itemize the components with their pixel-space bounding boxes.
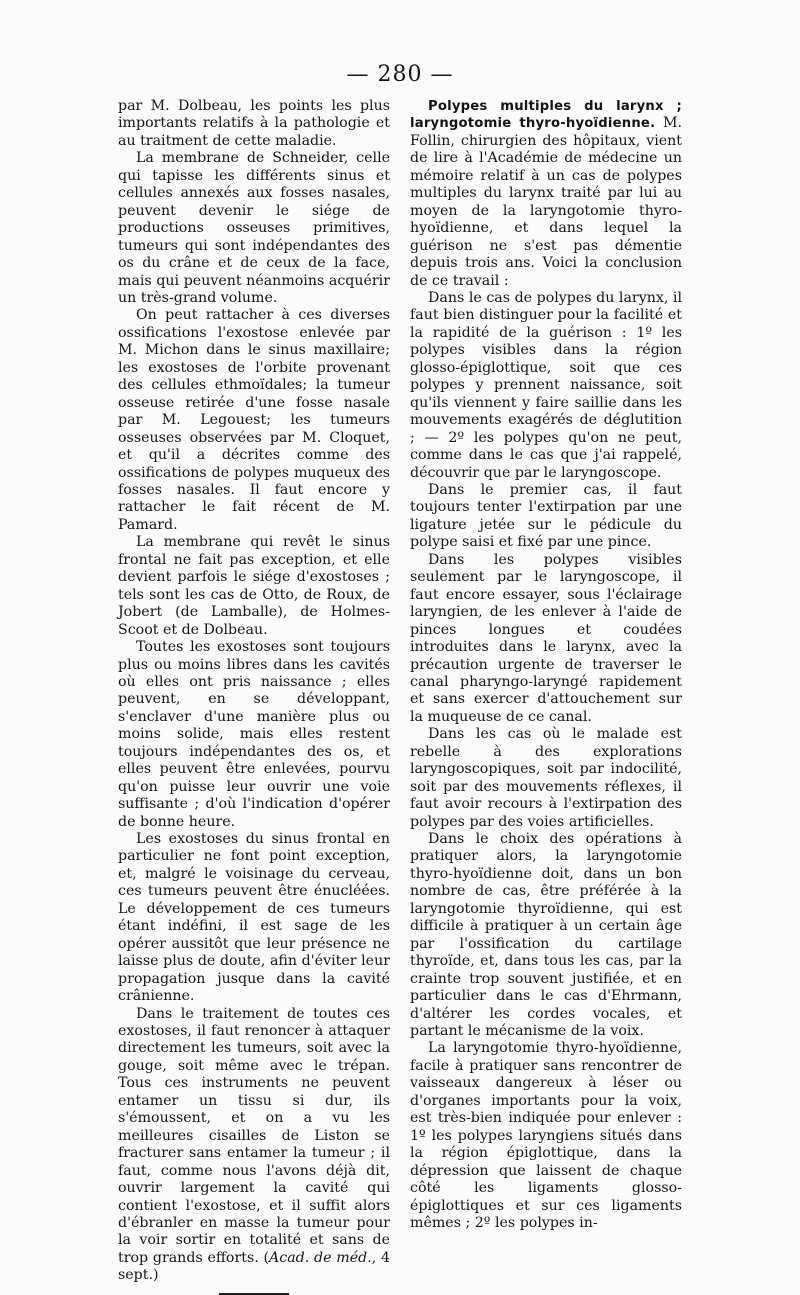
left-paragraph-7-text: Dans le traitement de toutes ces exostoses, il faut renoncer à attaquer directement les tumeurs, soit avec la gouge, soit même avec le trépan. Tous ces instruments ne peuvent entamer un tissu si dur, ils s'émoussent, et on a vu les meilleures cisailles de Liston se fracturer sans entamer la tumeur ; il faut, comme nous l'avons déjà dit, ouvrir largement la cavité qui contient l'exostose, et il suffit alors d'ébranler en masse la tumeur pour la voir sortir en totalité et sans de trop grands efforts. (	[118, 1005, 390, 1266]
left-paragraph-6: Les exostoses du sinus frontal en particulier ne font point exception, et, malgré le voisinage du cerveau, ces tumeurs peuvent être énucléées. Le développement de ces tumeurs étant indéfini, il est sage de les opérer aussitôt que leur présence ne laisse plus de doute, afin d'éviter leur propagation jusque dans la cavité crânienne.	[118, 831, 390, 1005]
left-paragraph-7	[118, 1006, 390, 1285]
right-paragraph-1	[410, 98, 682, 290]
right-paragraph-1-text: M. Follin, chirurgien des hôpitaux, vient de lire à l'Académie de médecine un mémoire relatif à un cas de polypes multiples du larynx traité par lui au moyen de la laryngotomie thyro-hyoïdienne, et dans lequel la guérison ne s'est pas démentie depuis trois ans. Voici la conclusion de ce travail :	[410, 115, 683, 289]
right-paragraph-5: Dans les cas où le malade est rebelle à des explorations laryngoscopiques, soit par indocilité, soit par des mouvements réflexes, il faut avoir recours à l'extirpation des polypes par des voies artificielles.	[410, 726, 682, 830]
right-paragraph-7: La laryngotomie thyro-hyoïdienne, facile à pratiquer sans rencontrer de vaisseaux dangereux à léser ou d'organes importants pour la voix, est très-bien indiquée pour enlever : 1º les polypes laryngiens situés dans la région épiglottique, dans la dépression que laissent de chaque côté les ligaments glosso-épiglottiques et sur ces ligaments mêmes ; 2º les polypes in-	[410, 1040, 682, 1231]
right-paragraph-4: Dans les polypes visibles seulement par le laryngoscope, il faut encore essayer, sous l'éclairage laryngien, de les enlever à l'aide de pinces longues et coudées introduites dans le larynx, avec la précaution urgente de traverser le canal pharyngo-laryngé rapidement et sans exercer d'attouchement sur la muqueuse de ce canal.	[410, 551, 682, 725]
left-column	[118, 98, 390, 1295]
citation-reference: Acad. de méd.	[269, 1249, 372, 1266]
left-paragraph-2: La membrane de Schneider, celle qui tapisse les différents sinus et cellules annexés aux fosses nasales, peuvent devenir le siége de productions osseuses primitives, tumeurs qui sont indépendantes des os du crâne et de ceux de la face, mais qui peuvent néanmoins acquérir un très-grand volume.	[118, 150, 390, 306]
left-paragraph-3: On peut rattacher à ces diverses ossifications l'exostose enlevée par M. Michon dans le sinus maxillaire; les exostoses de l'orbite provenant des cellules ethmoïdales; la tumeur osseuse retirée d'une fosse nasale par M. Legouest; les tumeurs osseuses observées par M. Cloquet, et qu'il a décrites comme des ossifications de polypes muqueux des fosses nasales. Il faut encore y rattacher le fait récent de M. Pamard.	[118, 307, 390, 533]
page-number: — 280 —	[346, 62, 454, 87]
left-paragraph-4: La membrane qui revêt le sinus frontal ne fait pas exception, et elle devient parfois le siége d'exostoses ; tels sont les cas de Otto, de Roux, de Jobert (de Lamballe), de Holmes-Scoot et de Dolbeau.	[118, 534, 390, 638]
right-paragraph-6: Dans le choix des opérations à pratiquer alors, la laryngotomie thyro-hyoïdienne doit, dans un bon nombre de cas, être préférée à la laryngotomie thyroïdienne, qui est difficile à pratiquer à un certain âge par l'ossification du cartilage thyroïde, et, dans tous les cas, par la crainte trop souvent justifiée, et en particulier dans le cas d'Ehrmann, d'altérer les cordes vocales, et partant le mécanisme de la voix.	[410, 831, 682, 1040]
left-paragraph-7-tail: , 4 sept.)	[118, 1249, 390, 1284]
right-column	[410, 98, 682, 1232]
right-paragraph-3: Dans le premier cas, il faut toujours tenter l'extirpation par une ligature jetée sur le pédicule du polype saisi et fixé par une pince.	[410, 481, 682, 551]
left-paragraph-1: par M. Dolbeau, les points les plus importants relatifs à la pathologie et au traitment de cette maladie.	[118, 98, 390, 149]
right-paragraph-2: Dans le cas de polypes du larynx, il faut bien distinguer pour la facilité et la rapidité de la guérison : 1º les polypes visibles dans la région glosso-épiglottique, soit que ces polypes y prennent naissance, soit qu'ils viennent y faire saillie dans les mouvements exagérés de déglutition ; — 2º les polypes qu'on ne peut, comme dans le cas que j'ai rappelé, découvrir que par le laryngoscope.	[410, 289, 682, 481]
section-heading: Polypes multiples du larynx ; laryngotomie thyro-hyoïdienne.	[410, 99, 682, 132]
left-paragraph-5: Toutes les exostoses sont toujours plus ou moins libres dans les cavités où elles ont pris naissance ; elles peuvent, en se développant, s'enclaver d'une manière plus ou moins solide, mais elles restent toujours indépendantes des os, et elles peuvent être enlevées, pourvu qu'on puisse leur ouvrir une voie suffisante ; d'où l'indication d'opérer de bonne heure.	[118, 639, 390, 830]
